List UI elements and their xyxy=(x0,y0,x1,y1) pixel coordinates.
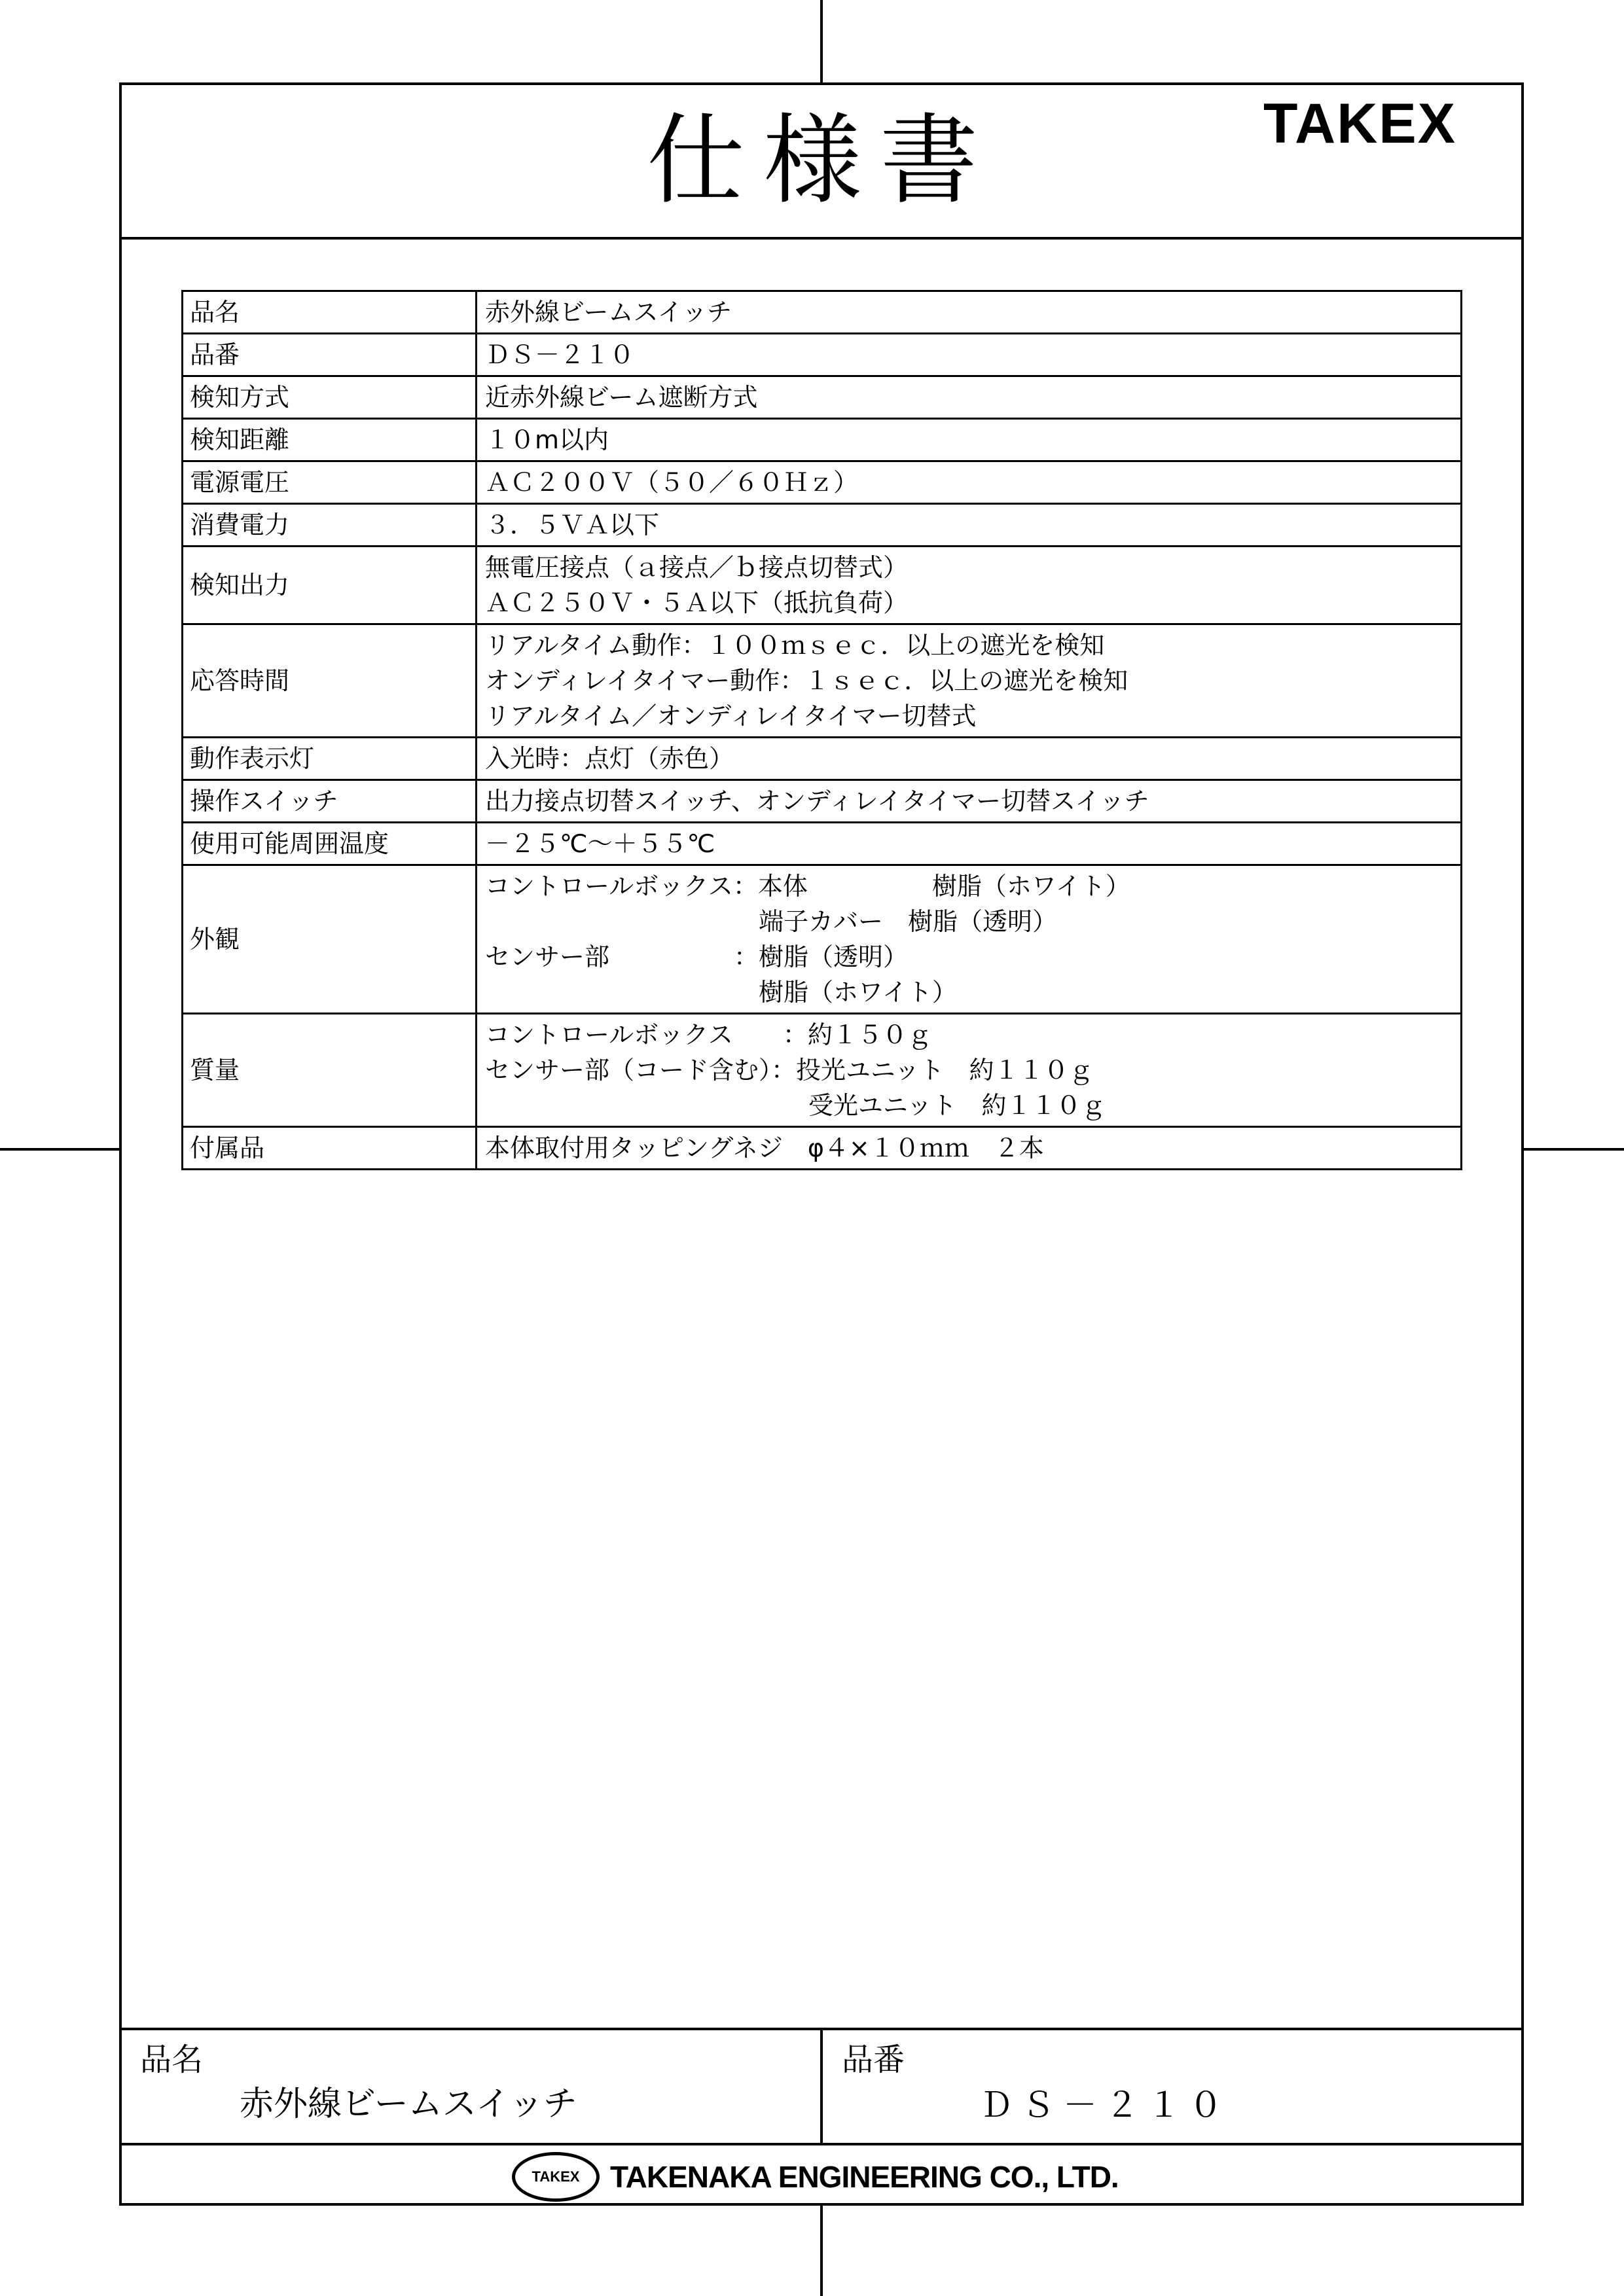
spec-value-line: センサー部 ：樹脂（透明） xyxy=(485,942,909,971)
spec-value-line: オンディレイタイマー動作：１ｓｅｃ．以上の遮光を検知 xyxy=(485,666,1128,695)
spec-key: 外観 xyxy=(183,865,477,1014)
spec-key: 品名 xyxy=(183,291,477,334)
spec-row xyxy=(183,624,1462,738)
spec-row xyxy=(183,461,1462,504)
spec-row xyxy=(183,547,1462,624)
spec-value-line: リアルタイム動作：１００ｍｓｅｃ．以上の遮光を検知 xyxy=(485,631,1105,660)
spec-row xyxy=(183,291,1462,334)
spec-value-line: 近赤外線ビーム遮断方式 xyxy=(485,383,758,412)
spec-key: 使用可能周囲温度 xyxy=(183,823,477,865)
spec-value-line: １０m以内 xyxy=(485,425,609,454)
spec-value-line: 端子カバー 樹脂（透明） xyxy=(485,907,1058,936)
brand-logo: TAKEX xyxy=(1263,92,1457,155)
spec-value-line: 出力接点切替スイッチ、オンディレイタイマー切替スイッチ xyxy=(485,787,1149,816)
spec-row xyxy=(183,376,1462,419)
spec-value-line: 樹脂（ホワイト） xyxy=(485,978,957,1007)
spec-key: 品番 xyxy=(183,334,477,376)
spec-value xyxy=(477,291,1462,334)
spec-row xyxy=(183,738,1462,780)
spec-row xyxy=(183,865,1462,1014)
crop-mark-bottom xyxy=(820,2206,823,2296)
spec-value-line: コントロールボックス：本体 樹脂（ホワイト） xyxy=(485,872,1130,901)
spec-value xyxy=(477,865,1462,1014)
spec-row xyxy=(183,504,1462,547)
spec-value-line: ＡＣ２００Ｖ（５０／６０Ｈｚ） xyxy=(485,468,859,497)
spec-key: 検知距離 xyxy=(183,419,477,461)
spec-value-line: ＤＳ－２１０ xyxy=(485,340,635,369)
spec-row xyxy=(183,1127,1462,1170)
spec-row xyxy=(183,419,1462,461)
crop-mark-left xyxy=(0,1148,119,1151)
spec-value xyxy=(477,334,1462,376)
spec-value xyxy=(477,419,1462,461)
spec-value xyxy=(477,780,1462,823)
spec-value-line: センサー部（コード含む）：投光ユニット 約１１０ｇ xyxy=(485,1056,1094,1085)
crop-mark-top xyxy=(820,0,823,82)
spec-key: 消費電力 xyxy=(183,504,477,547)
footer-number-label: 品番 xyxy=(842,2041,905,2078)
spec-value-line: 本体取付用タッピングネジ φ４×１０ｍｍ ２本 xyxy=(485,1134,1044,1162)
spec-key: 検知方式 xyxy=(183,376,477,419)
footer-name-value: 赤外線ビームスイッチ xyxy=(240,2085,577,2124)
company-name: TAKENAKA ENGINEERING CO., LTD. xyxy=(610,2160,1119,2194)
spec-key: 応答時間 xyxy=(183,624,477,738)
spec-value-line: コントロールボックス ：約１５０ｇ xyxy=(485,1020,932,1049)
spec-value xyxy=(477,547,1462,624)
spec-value-line: 入光時：点灯（赤色） xyxy=(485,744,734,773)
company-block xyxy=(512,2152,1119,2202)
spec-table xyxy=(181,290,1462,1170)
spec-value xyxy=(477,1014,1462,1127)
footer-split xyxy=(820,2028,823,2144)
spec-value-line: －２５℃～＋５５℃ xyxy=(485,829,715,858)
spec-value-line: ＡＣ２５０Ｖ・５Ａ以下（抵抗負荷） xyxy=(485,588,909,617)
spec-value xyxy=(477,624,1462,738)
spec-value-line: ３．５ＶＡ以下 xyxy=(485,511,660,539)
spec-value xyxy=(477,1127,1462,1170)
spec-value-line: 受光ユニット 約１１０ｇ xyxy=(485,1091,1106,1120)
spec-key: 検知出力 xyxy=(183,547,477,624)
spec-value xyxy=(477,461,1462,504)
spec-value-line: リアルタイム／オンディレイタイマー切替式 xyxy=(485,702,977,730)
spec-value xyxy=(477,823,1462,865)
spec-value xyxy=(477,376,1462,419)
spec-key: 動作表示灯 xyxy=(183,738,477,780)
spec-key: 付属品 xyxy=(183,1127,477,1170)
spec-value-line: 赤外線ビームスイッチ xyxy=(485,298,732,327)
spec-row xyxy=(183,780,1462,823)
spec-key: 電源電圧 xyxy=(183,461,477,504)
spec-value xyxy=(477,504,1462,547)
spec-value-line: 無電圧接点（ａ接点／ｂ接点切替式） xyxy=(485,553,909,582)
company-logo-text: TAKEX xyxy=(532,2168,580,2185)
footer-number-value: ＤＳ－２１０ xyxy=(979,2086,1231,2125)
spec-row xyxy=(183,823,1462,865)
spec-row xyxy=(183,1014,1462,1127)
footer-name-label: 品名 xyxy=(140,2041,204,2078)
crop-mark-right xyxy=(1524,1148,1624,1151)
spec-key: 質量 xyxy=(183,1014,477,1127)
page-title: 仕様書 xyxy=(646,104,996,218)
spec-key: 操作スイッチ xyxy=(183,780,477,823)
spec-row xyxy=(183,334,1462,376)
spec-value xyxy=(477,738,1462,780)
company-logo xyxy=(512,2152,600,2202)
